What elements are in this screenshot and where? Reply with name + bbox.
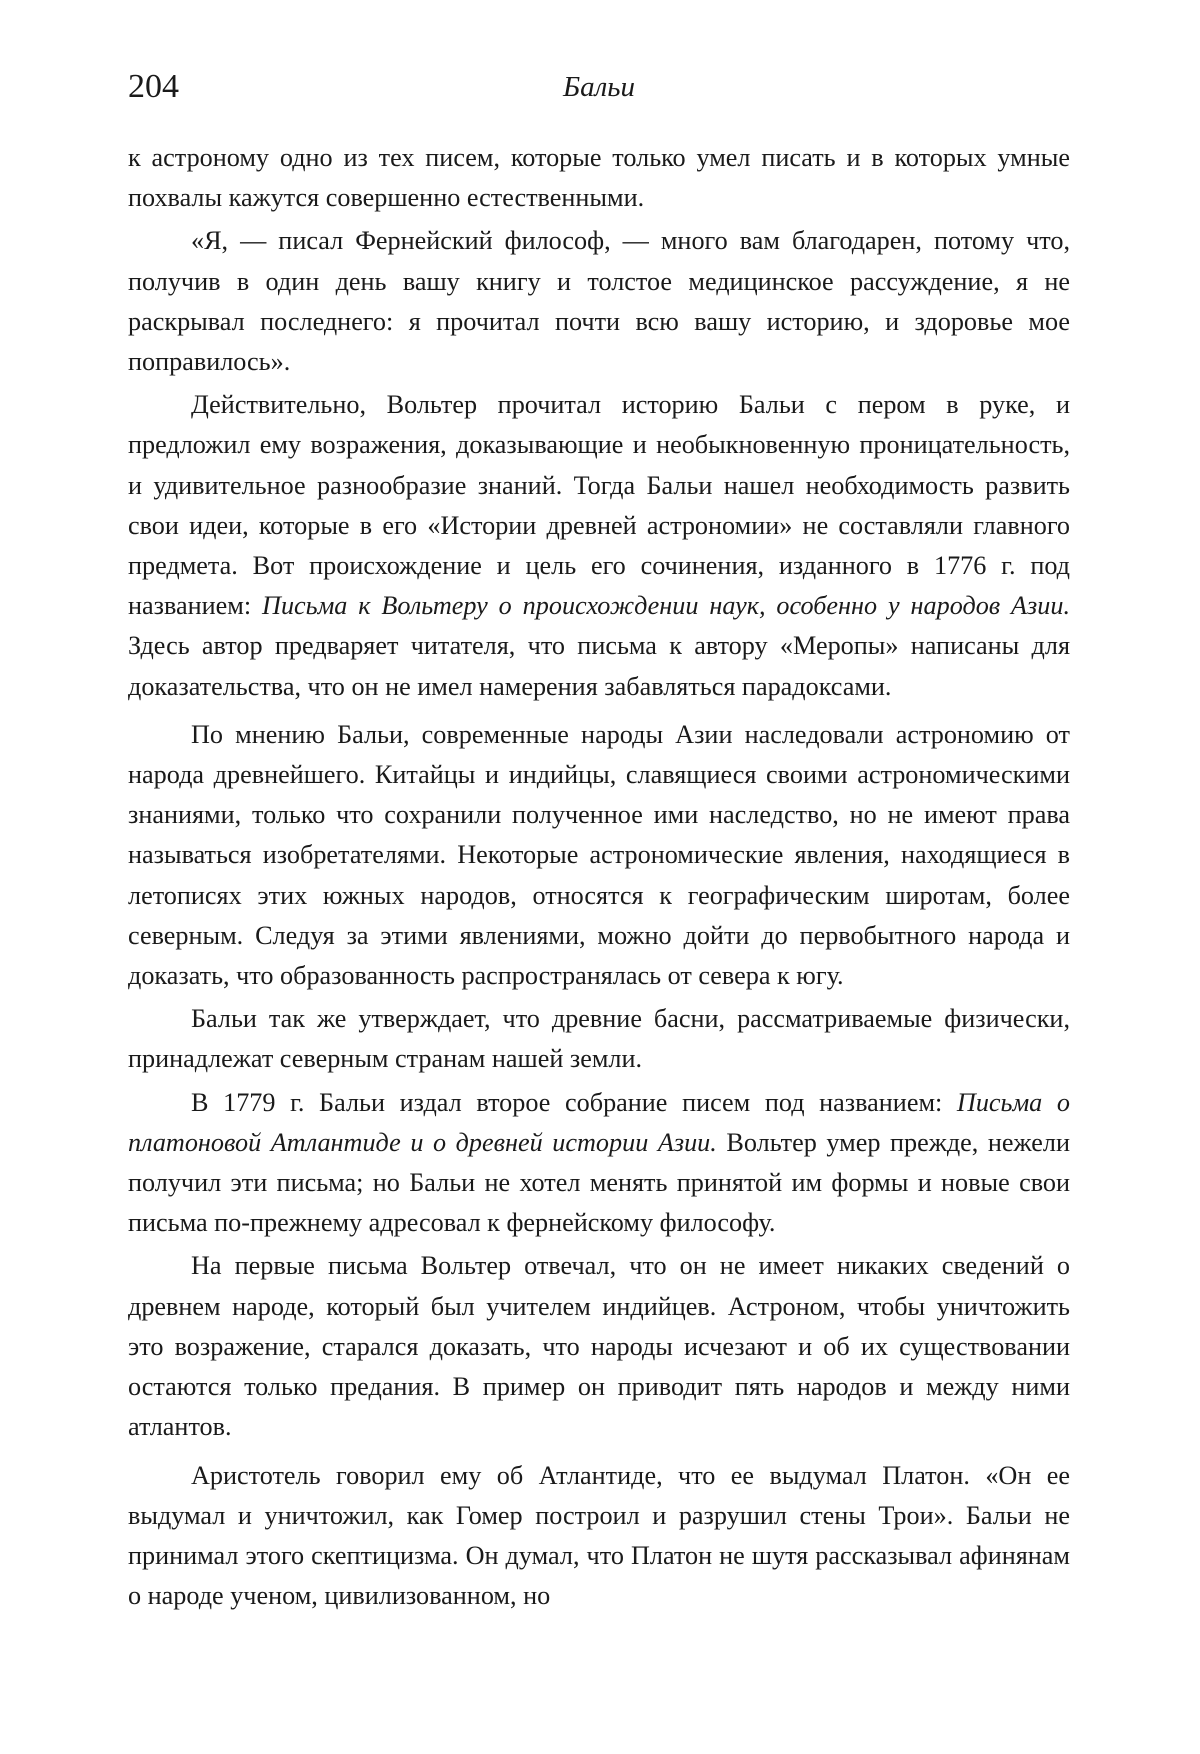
paragraph-4 [128, 715, 1070, 996]
paragraph-7 [128, 1246, 1070, 1447]
paragraph-text: На первые письма Вольтер отвечал, что он не имеет никаких сведений о древнем народе, который был учителем индийцев. Астроном, чтобы уничтожить это возражение, старался доказать, что народы исчезают и об их существовании остаются только предания. В пример он приводит пять народов и между ними атлантов. [128, 1251, 1070, 1442]
paragraph-text: Аристотель говорил ему об Атлантиде, что ее выдумал Платон. «Он ее выдумал и уничтожил, как Гомер построил и разрушил стены Трои». Бальи не принимал этого скептицизма. Он думал, что Платон не шутя рассказывал афинянам о народе ученом, цивилизованном, но [128, 1460, 1070, 1611]
paragraph-text: Бальи так же утверждает, что древние басни, рассматриваемые физически, принадлежат северным странам нашей земли. [128, 1004, 1070, 1074]
book-title-italic: Письма о платоновой Атлантиде и о древней истории Азии. [128, 1087, 1070, 1157]
body-text [128, 138, 1070, 1619]
paragraph-text: В 1779 г. Бальи издал второе собрание писем под названием: [191, 1087, 957, 1117]
running-title: Бальи [563, 71, 635, 103]
paragraph-text: к астроному одно из тех писем, которые только умел писать и в которых умные похвалы кажутся совершенно естественными. [128, 143, 1070, 213]
paragraph-text: Действительно, Вольтер прочитал историю Бальи с пером в руке, и предложил ему возражения, доказывающие и необыкновенную проницательность, и удивительное разнообразие знаний. Тогда Бальи нашел необходимость развить свои идеи, которые в его «Истории древней астрономии» не составляли главного предмета. Вот происхождение и цель его сочинения, изданного в 1776 г. под названием: [128, 390, 1070, 621]
paragraph-5 [128, 999, 1070, 1079]
page-number: 204 [128, 68, 179, 105]
paragraph-text: По мнению Бальи, современные народы Азии наследовали астрономию от народа древнейшего. Китайцы и индийцы, славящиеся своими астрономическими знаниями, только что сохранили полученное ими наследство, но не имеют права называться изобретателями. Некоторые астрономические явления, находящиеся в летописях этих южных народов, относятся к географическим широтам, более северным. Следуя за этими явлениями, можно дойти до первобытного народа и доказать, что образованность распространялась от севера к югу. [128, 719, 1070, 991]
page-header [128, 62, 1070, 112]
paragraph-8 [128, 1456, 1070, 1617]
paragraph-2 [128, 221, 1070, 382]
book-title-italic: Письма к Вольтеру о происхождении наук, особенно у народов Азии. [262, 591, 1071, 621]
paragraph-text: Здесь автор предваряет читателя, что письма к автору «Меропы» написаны для доказательства, что он не имел намерения забавляться парадоксами. [128, 631, 1070, 701]
paragraph-1 [128, 138, 1070, 218]
paragraph-text: Вольтер умер прежде, нежели получил эти письма; но Бальи не хотел менять принятой им формы и новые свои письма по-прежнему адресовал к фернейскому философу. [128, 1127, 1070, 1238]
paragraph-6 [128, 1083, 1070, 1244]
paragraph-3 [128, 385, 1070, 707]
paragraph-text: «Я, — писал Фернейский философ, — много вам благодарен, потому что, получив в один день вашу книгу и толстое медицинское рассуждение, я не раскрывал последнего: я прочитал почти всю вашу историю, и здоровье мое поправилось». [128, 226, 1070, 377]
